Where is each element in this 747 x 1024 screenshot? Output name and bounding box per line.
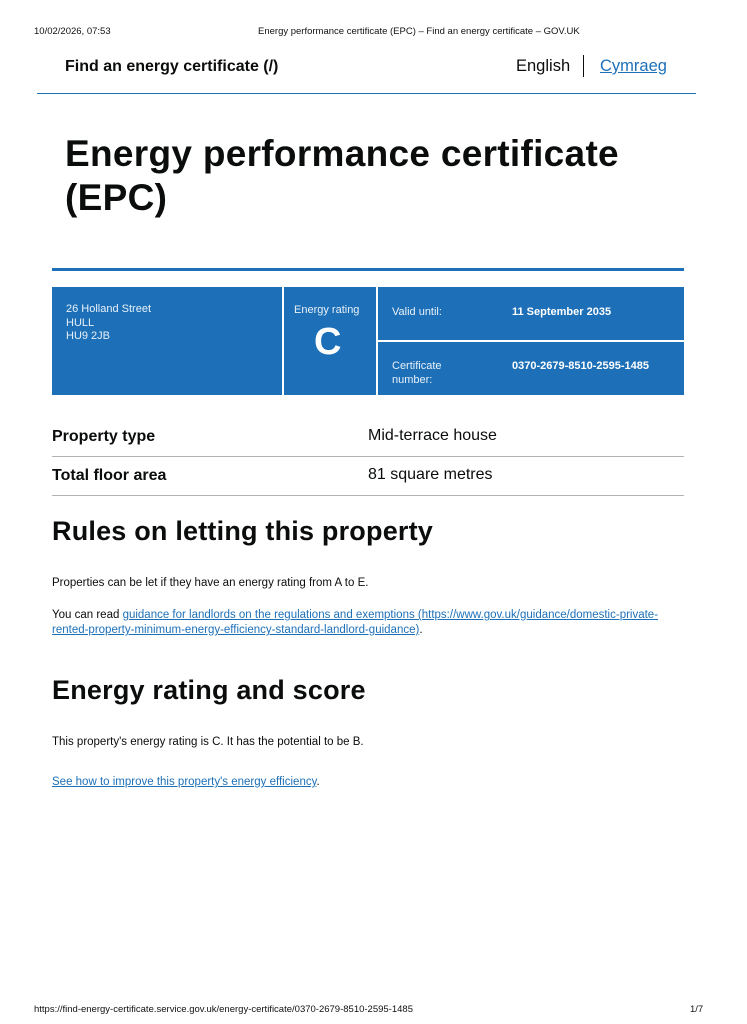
guidance-paragraph: [52, 608, 672, 638]
certificate-number-value: 0370-2679-8510-2595-1485: [512, 360, 650, 372]
box-divider: [376, 340, 684, 342]
address-line: 26 Holland Street: [66, 303, 151, 315]
energy-rating-heading: Energy rating and score: [52, 675, 366, 705]
guidance-suffix: .: [419, 624, 423, 636]
print-page-number: 1/7: [690, 1004, 704, 1015]
property-type-label: Property type: [52, 428, 156, 445]
page-title: Energy performance certificate (EPC): [65, 133, 619, 218]
valid-until-label: Valid until:: [392, 306, 442, 318]
address-line: HULL: [66, 316, 95, 329]
service-name-link[interactable]: Find an energy certificate (/): [65, 58, 279, 75]
lang-separator: [583, 55, 584, 77]
row-divider: [52, 495, 684, 496]
lang-welsh-link[interactable]: Cymraeg: [600, 57, 667, 75]
lang-english: English: [516, 57, 571, 75]
valid-until-value: 11 September 2035: [512, 306, 612, 318]
address-line: HU9 2JB: [66, 330, 111, 342]
property-type-value: Mid-terrace house: [368, 427, 497, 444]
energy-rating-letter: C: [314, 321, 342, 363]
header-divider: [37, 93, 696, 94]
print-page-title: Energy performance certificate (EPC) – Find an energy certificate – GOV.UK: [258, 26, 580, 37]
energy-rating-label: Energy rating: [294, 304, 360, 316]
row-divider: [52, 456, 684, 457]
improve-suffix: .: [316, 776, 320, 788]
print-url: https://find-energy-certificate.service.gov.uk/energy-certificate/0370-2679-8510-2595-1485: [34, 1004, 413, 1015]
title-divider: [52, 268, 684, 271]
guidance-prefix: You can read: [52, 609, 123, 621]
floor-area-label: Total floor area: [52, 467, 167, 484]
certificate-number-label: Certificate number:: [392, 360, 442, 386]
improve-paragraph: [52, 775, 320, 790]
property-address: [66, 303, 151, 344]
energy-rating-paragraph: This property's energy rating is C. It has the potential to be B.: [52, 736, 364, 748]
print-datetime: 10/02/2026, 07:53: [34, 26, 111, 37]
floor-area-value: 81 square metres: [368, 466, 493, 483]
letting-heading: Rules on letting this property: [52, 516, 434, 546]
landlord-guidance-link[interactable]: guidance for landlords on the regulations and exemptions (https://www.gov.uk/guidance/domestic-private-rented-property-minimum-energy-efficiency-standard-landlord-guidance): [52, 609, 659, 636]
box-divider: [282, 287, 284, 395]
epc-summary-box: [52, 287, 684, 395]
improve-efficiency-link[interactable]: See how to improve this property's energy efficiency: [52, 776, 317, 788]
letting-paragraph: Properties can be let if they have an energy rating from A to E.: [52, 577, 369, 589]
